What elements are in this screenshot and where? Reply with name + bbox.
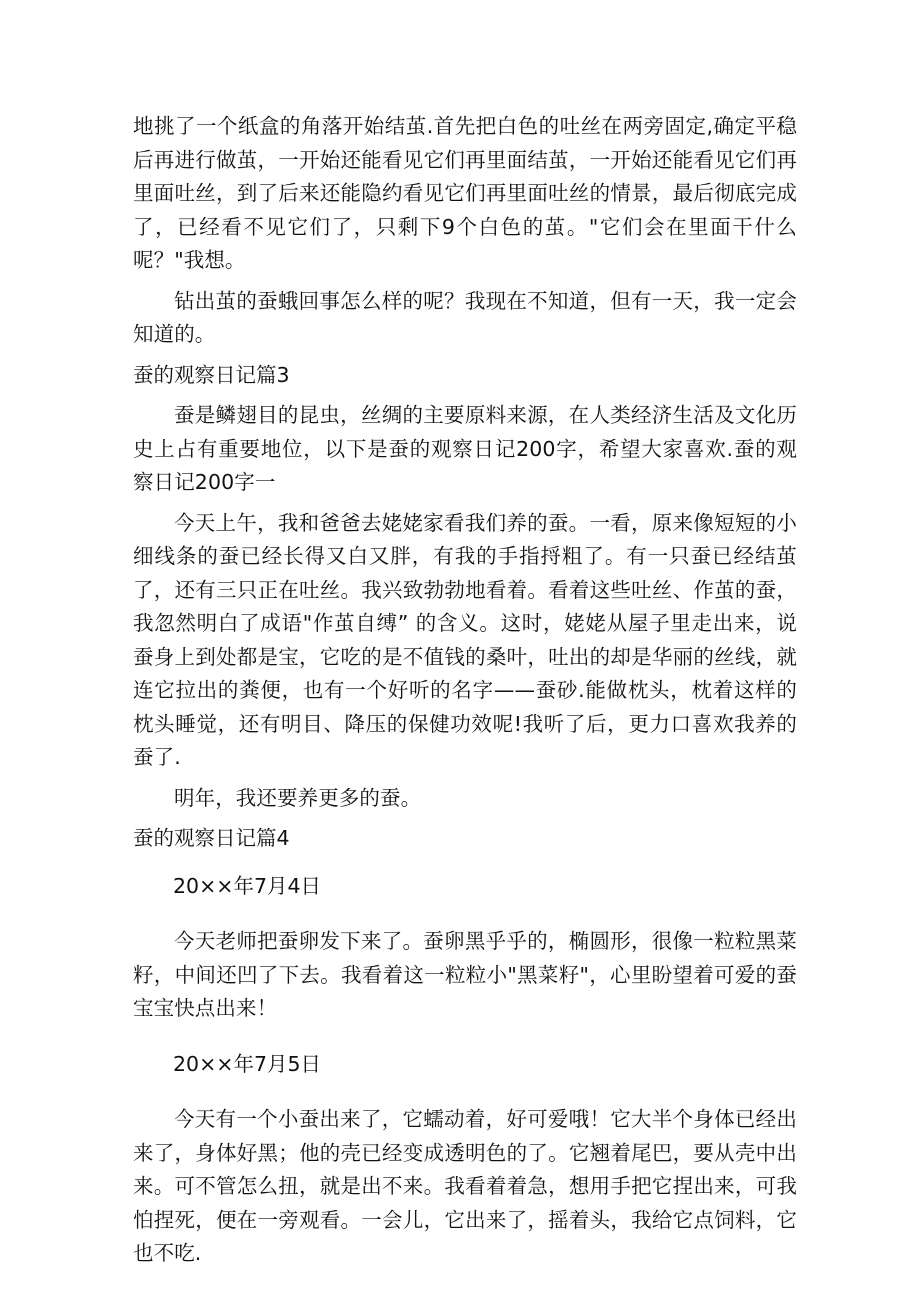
paragraph-silkworm-intro: 蚕是鳞翅目的昆虫，丝绸的主要原料来源，在人类经济生活及文化历史上占有重要地位，以下是蚕的观察日记200字，希望大家喜欢.蚕的观察日记200字一	[133, 403, 797, 494]
diary-date-2: 20××年7月5日	[173, 1051, 322, 1076]
paragraph-grandma-visit: 今天上午，我和爸爸去姥姥家看我们养的蚕。一看，原来像短短的小细线条的蚕已经长得又白又胖，有我的手指捋粗了。有一只蚕已经结茧了，还有三只正在吐丝。我兴致勃勃地看着。看着这些吐丝、作茧的蚕，我忽然明白了成语"作茧自缚” 的含义。这时，姥姥从屋子里走出来，说蚕身上到处都是宝，它吃的是不值钱的桑叶，吐出的却是华丽的丝线，就连它拉出的粪便，也有一个好听的名字——蚕砂.能做枕头，枕着这样的枕头睡觉，还有明目、降压的保健功效呢!我听了后，更力口喜欢我养的蚕了.	[133, 510, 797, 769]
diary-date-1: 20××年7月4日	[173, 873, 322, 898]
document-body	[133, 110, 797, 1271]
paragraph-next-year: 明年，我还要养更多的蚕。	[174, 785, 422, 810]
paragraph-eggs: 今天老师把蚕卵发下来了。蚕卵黑乎乎的，椭圆形，很像一粒粒黑菜籽，中间还凹了下去。我看着这一粒粒小"黑菜籽"，心里盼望着可爱的蚕宝宝快点出来！	[133, 929, 797, 1020]
section-heading-4: 蚕的观察日记篇4	[133, 826, 290, 850]
paragraph-moth: 钻出茧的蚕蛾回事怎么样的呢？我现在不知道，但有一天，我一定会知道的。	[133, 288, 797, 346]
paragraph-cocoon-spinning: 地挑了一个纸盒的角落开始结茧.首先把白色的吐丝在两旁固定,确定平稳后再进行做茧，一开始还能看见它们再里面结茧，一开始还能看见它们再里面吐丝，到了后来还能隐约看见它们再里面吐丝的情景，最后彻底完成了，已经看不见它们了，只剩下9个白色的茧。"它们会在里面干什么呢？"我想。	[133, 114, 797, 272]
paragraph-hatching: 今天有一个小蚕出来了，它蠕动着，好可爱哦！它大半个身体已经出来了，身体好黑；他的壳已经变成透明色的了。它翘着尾巴，要从壳中出来。可不管怎么扭，就是出不来。我看着着急，想用手把它捏出来，可我怕捏死，便在一旁观看。一会儿，它出来了，摇着头，我给它点饲料，它也不吃.	[133, 1107, 797, 1265]
section-heading-3: 蚕的观察日记篇3	[133, 362, 290, 387]
